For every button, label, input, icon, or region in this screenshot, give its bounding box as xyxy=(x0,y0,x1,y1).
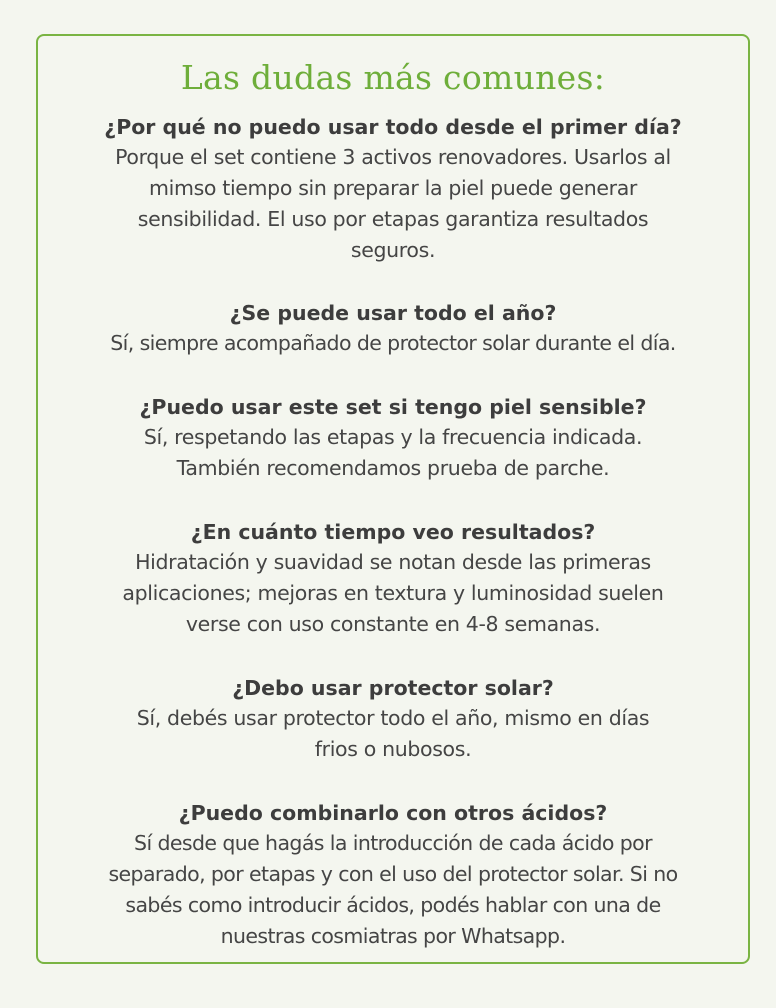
faq-answer xyxy=(44,328,742,359)
faq-answer-line: Sí, debés usar protector todo el año, mismo en días xyxy=(136,706,650,730)
faq-answer xyxy=(44,142,742,266)
faq-answer xyxy=(44,547,742,640)
faq-item-other-acids xyxy=(44,798,742,952)
faq-answer-line: frios o nubosos. xyxy=(314,737,472,761)
faq-item-sensitive-skin xyxy=(44,392,742,484)
faq-answer xyxy=(44,703,742,765)
faq-question: ¿Puedo usar este set si tengo piel sensible? xyxy=(139,395,647,419)
faq-answer xyxy=(44,828,742,952)
faq-question: ¿Se puede usar todo el año? xyxy=(229,301,557,325)
faq-question: ¿Debo usar protector solar? xyxy=(232,676,554,700)
faq-item-all-year xyxy=(44,298,742,359)
faq-answer-line: nuestras cosmiatras por Whatsapp. xyxy=(220,924,566,948)
faq-answer-line: Porque el set contiene 3 activos renovadores. Usarlos al xyxy=(115,145,671,169)
faq-item-first-day xyxy=(44,112,742,266)
faq-answer-line: Sí desde que hagás la introducción de cada ácido por xyxy=(134,831,652,855)
faq-answer-line: verse con uso constante en 4-8 semanas. xyxy=(185,612,601,636)
faq-answer-line: aplicaciones; mejoras en textura y luminosidad suelen xyxy=(122,581,664,605)
faq-item-results-time xyxy=(44,517,742,640)
faq-item-sunscreen xyxy=(44,673,742,765)
faq-answer-line: sensibilidad. El uso por etapas garantiza resultados xyxy=(137,207,649,231)
faq-answer-line: Sí, siempre acompañado de protector solar durante el día. xyxy=(110,331,676,355)
faq-question: ¿Puedo combinarlo con otros ácidos? xyxy=(178,801,608,825)
faq-answer-line: sabés como introducir ácidos, podés hablar con una de xyxy=(125,893,661,917)
faq-answer xyxy=(44,422,742,484)
page-title: Las dudas más comunes: xyxy=(180,58,606,97)
faq-answer-line: Hidratación y suavidad se notan desde las primeras xyxy=(135,550,651,574)
faq-answer-line: separado, por etapas y con el uso del protector solar. Si no xyxy=(108,862,678,886)
faq-answer-line: También recomendamos prueba de parche. xyxy=(176,456,610,480)
faq-question: ¿Por qué no puedo usar todo desde el primer día? xyxy=(104,115,682,139)
faq-answer-line: Sí, respetando las etapas y la frecuencia indicada. xyxy=(143,425,643,449)
faq-answer-line: seguros. xyxy=(350,238,436,262)
faq-card xyxy=(36,34,750,964)
faq-question: ¿En cuánto tiempo veo resultados? xyxy=(190,520,596,544)
faq-answer-line: mimso tiempo sin preparar la piel puede generar xyxy=(148,176,638,200)
